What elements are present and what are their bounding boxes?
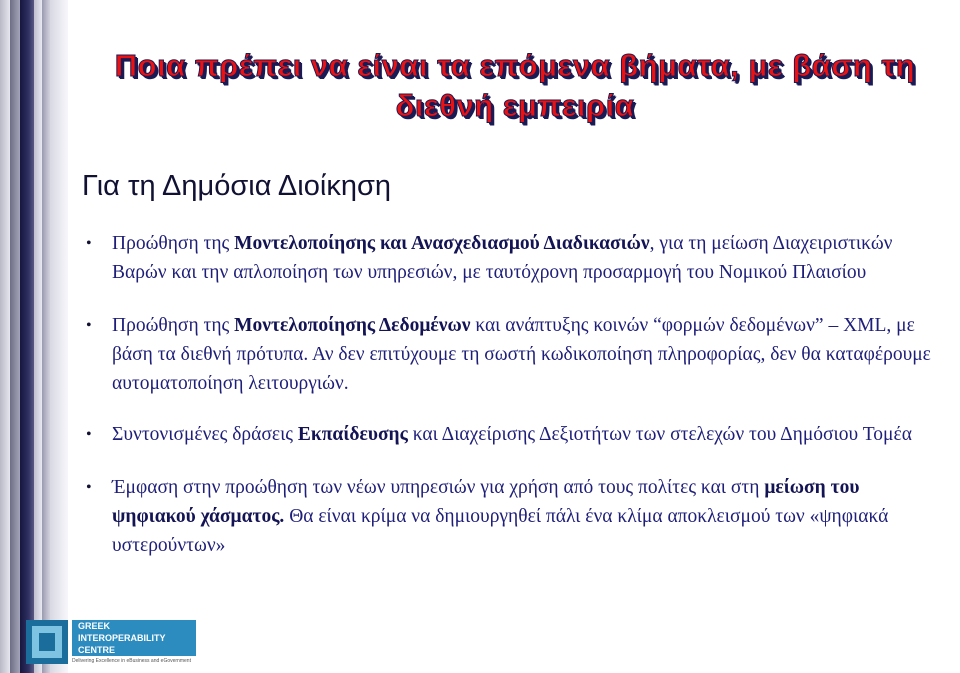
logo-tagline: Delivering Excellence in eBusiness and eGovernment — [72, 658, 191, 664]
deco-bar — [20, 0, 34, 673]
logo-line: GREEK — [78, 621, 111, 631]
bullet-text-part: και Διαχείρισης Δεξιοτήτων των στελεχών του Δημόσιου Τομέα — [407, 424, 912, 445]
deco-bar — [50, 0, 68, 673]
bullet-text — [112, 420, 946, 449]
bullet-list — [86, 229, 946, 560]
bullet-item — [86, 311, 946, 398]
bullet-text-part: , για τη μείωση Διαχειριστικών Βαρών και την απλοποίηση των υπηρεσιών, με ταυτόχρονη προσαρμογή του Νομικού Πλαισίου — [112, 233, 893, 283]
bullet-item — [86, 420, 946, 449]
bullet-text-part: Συντονισμένες δράσεις — [112, 424, 298, 445]
bullet-text — [112, 229, 946, 287]
logo-mark-icon — [26, 620, 68, 664]
logo-text-box — [72, 620, 196, 656]
left-decorative-bars — [0, 0, 70, 673]
bullet-icon: • — [86, 426, 92, 443]
bullet-text-part: Θα είναι κρίμα να δημιουργηθεί πάλι ένα κλίμα αποκλεισμού των «ψηφιακά υστερούντων» — [112, 506, 889, 556]
bullet-text-bold: Εκπαίδευσης — [297, 424, 408, 445]
bullet-text — [112, 311, 946, 398]
bullet-icon: • — [86, 235, 92, 252]
bullet-text — [112, 473, 946, 560]
slide-title-line1: Ποια πρέπει να είναι τα επόμενα βήματα, με βάση τη — [114, 48, 916, 83]
deco-bar — [42, 0, 50, 673]
slide-title-line2: διεθνή εμπειρία — [395, 88, 635, 123]
bullet-text-part: και ανάπτυξης κοινών “φορμών δεδομένων” – XML, με βάση τα διεθνή πρότυπα. Αν δεν επιτύχουμε τη σωστή κωδικοποίηση πληροφορίας, δεν θα καταφέρουμε αυτοματοποίηση λειτουργιών. — [112, 315, 931, 394]
deco-bar — [10, 0, 20, 673]
bullet-text-bold: μείωση του ψηφιακού χάσματος. — [112, 477, 860, 527]
section-heading: Για τη Δημόσια Διοίκηση — [82, 170, 391, 202]
deco-bar — [34, 0, 42, 673]
logo-line: INTEROPERABILITY — [78, 633, 166, 643]
bullet-item — [86, 229, 946, 287]
bullet-item — [86, 473, 946, 560]
bullet-text-part: Προώθηση της — [112, 233, 235, 254]
greek-interoperability-centre-logo — [26, 614, 202, 670]
bullet-text-part: Έμφαση στην προώθηση των νέων υπηρεσιών για χρήση από τους πολίτες και στη — [112, 477, 765, 498]
bullet-text-part: Προώθηση της — [112, 315, 235, 336]
bullet-text-bold: Μοντελοποίησης και Ανασχεδιασμού Διαδικασιών — [234, 233, 650, 254]
slide-title — [70, 46, 960, 126]
deco-bar — [0, 0, 10, 673]
bullet-icon: • — [86, 317, 92, 334]
bullet-text-bold: Μοντελοποίησης Δεδομένων — [234, 315, 471, 336]
bullet-icon: • — [86, 479, 92, 496]
logo-line: CENTRE — [78, 645, 116, 655]
